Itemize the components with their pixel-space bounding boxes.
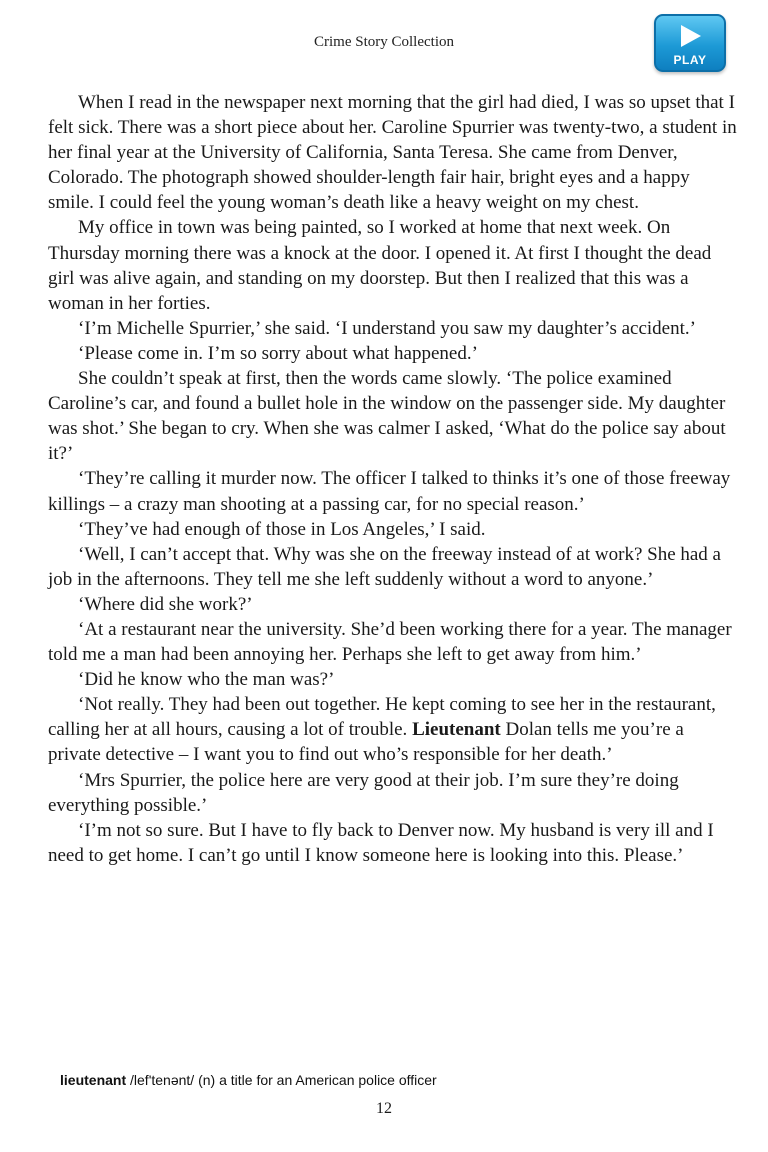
footnote-pronunciation: /lef'tenənt/ (130, 1072, 195, 1088)
story-text (48, 90, 738, 868)
play-icon (681, 25, 701, 47)
paragraph: My office in town was being painted, so I worked at home that next week. On Thursday morning there was a knock at the door. I opened it. At first I thought the dead girl was alive again, and standing on my doorstep. But then I realized that this was a woman in her forties. (48, 217, 712, 314)
paragraph-text: Dolan tells me you’re a private detective – I want you to find out who’s responsible for her death.’ (48, 719, 684, 766)
running-head: Crime Story Collection (314, 34, 454, 50)
paragraph: ‘Well, I can’t accept that. Why was she on the freeway instead of at work? She had a job in the afternoons. They tell me she left suddenly without a word to anyone.’ (48, 543, 721, 590)
footnote-definition: a title for an American police officer (219, 1072, 437, 1088)
paragraph: ‘Please come in. I’m so sorry about what happened.’ (78, 342, 478, 364)
footnote-part-of-speech: (n) (198, 1072, 216, 1088)
paragraph: ‘I’m Michelle Spurrier,’ she said. ‘I understand you saw my daughter’s accident.’ (78, 317, 696, 339)
page-number: 12 (376, 1100, 392, 1117)
glossary-term: Lieutenant (412, 719, 501, 741)
play-button-label: PLAY (673, 53, 707, 67)
paragraph: ‘They’re calling it murder now. The officer I talked to thinks it’s one of those freeway killings – a crazy man shooting at a passing car, for no special reason.’ (48, 468, 731, 515)
paragraph: When I read in the newspaper next morning that the girl had died, I was so upset that I felt sick. There was a short piece about her. Caroline Spurrier was twenty-two, a student in her final year at the University of California, Santa Teresa. She came from Denver, Colorado. The photograph showed shoulder-length fair hair, bright eyes and a happy smile. I could feel the young woman’s death like a heavy weight on my chest. (48, 92, 737, 214)
paragraph: ‘Did he know who the man was?’ (78, 669, 335, 691)
glossary-footnote (60, 1072, 437, 1088)
paragraph-text: ‘Not really. They had been out together. He kept coming to see her in the restaurant, calling her at all hours, causing a lot of trouble. (48, 694, 716, 741)
paragraph: ‘I’m not so sure. But I have to fly back to Denver now. My husband is very ill and I need to get home. I can’t go until I know someone here is looking into this. Please.’ (48, 819, 714, 866)
footnote-term: lieutenant (60, 1072, 127, 1088)
paragraph (48, 692, 738, 767)
paragraph: ‘At a restaurant near the university. She’d been working there for a year. The manager told me a man had been annoying her. Perhaps she left to get away from him.’ (48, 618, 732, 666)
paragraph: ‘Where did she work?’ (78, 593, 253, 615)
paragraph: ‘They’ve had enough of those in Los Angeles,’ I said. (78, 518, 486, 540)
paragraph: ‘Mrs Spurrier, the police here are very good at their job. I’m sure they’re doing everything possible.’ (48, 769, 679, 816)
paragraph: She couldn’t speak at first, then the words came slowly. ‘The police examined Caroline’s car, and found a bullet hole in the window on the passenger side. My daughter was shot.’ She began to cry. When she was calmer I asked, ‘What do the police say about it?’ (48, 368, 726, 465)
play-button[interactable] (654, 14, 726, 72)
